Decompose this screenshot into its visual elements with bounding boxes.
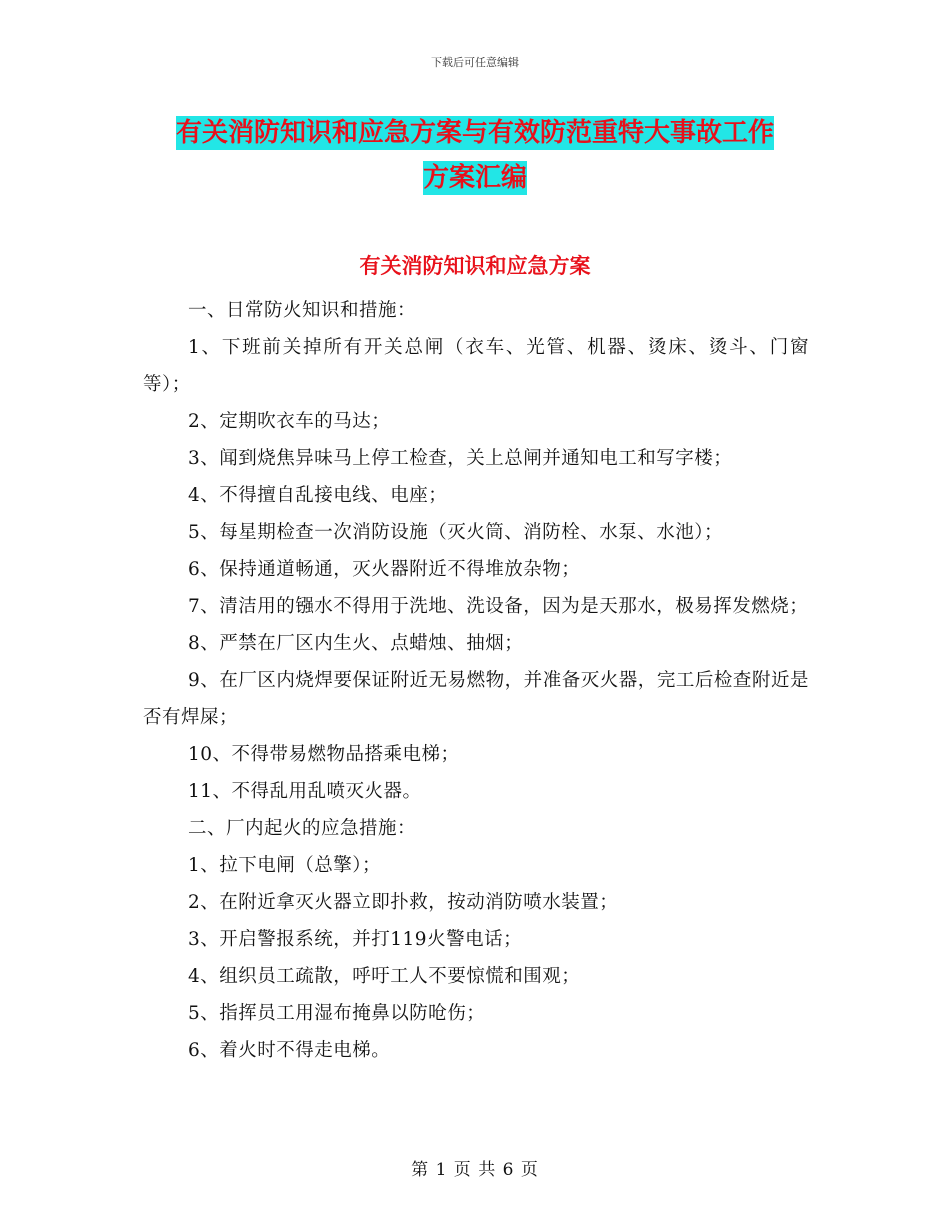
paragraph: 5、每星期检查一次消防设施（灭火筒、消防栓、水泵、水池）；: [188, 522, 724, 543]
paragraph: 2、定期吹衣车的马达；: [188, 411, 391, 432]
paragraph: 8、严禁在厂区内生火、点蜡烛、抽烟；: [188, 633, 524, 654]
paragraph: 2、在附近拿灭火器立即扑救，按动消防喷水装置；: [188, 892, 619, 913]
paragraph: 6、着火时不得走电梯。: [188, 1040, 391, 1061]
paragraph: 3、闻到烧焦异味马上停工检查，关上总闸并通知电工和写字楼；: [188, 448, 733, 469]
page-footer: 第 1 页 共 6 页: [411, 1160, 539, 1180]
paragraph: 3、开启警报系统，并打119火警电话；: [188, 929, 523, 950]
document-title-line-1-text: 有关消防知识和应急方案与有效防范重特大事故工作: [175, 118, 774, 148]
paragraph: 1、下班前关掉所有开关总闸（衣车、光管、机器、烫床、烫斗、门窗等）；: [143, 337, 809, 395]
paragraph: 10、不得带易燃物品搭乘电梯；: [188, 744, 460, 765]
paragraph: 5、指挥员工用湿布掩鼻以防呛伤；: [188, 1003, 486, 1024]
paragraph: 二、厂内起火的应急措施：: [188, 818, 417, 839]
paragraph: 一、日常防火知识和措施：: [188, 300, 417, 321]
document-body: [143, 292, 809, 1069]
paragraph: 1、拉下电闸（总擎）；: [188, 855, 382, 876]
paragraph: 4、组织员工疏散，呼吁工人不要惊慌和围观；: [188, 966, 581, 987]
paragraph: 4、不得擅自乱接电线、电座；: [188, 485, 448, 506]
paragraph: 9、在厂区内烧焊要保证附近无易燃物，并准备灭火器，完工后检查附近是否有焊屎；: [143, 670, 809, 728]
paragraph: 11、不得乱用乱喷灭火器。: [188, 781, 422, 802]
section-title: 有关消防知识和应急方案: [359, 254, 591, 278]
document-title-line-2: [0, 157, 950, 194]
document-title-line-2-text: 方案汇编: [422, 163, 527, 193]
document-title-line-1: [0, 112, 950, 149]
paragraph: 6、保持通道畅通，灭火器附近不得堆放杂物；: [188, 559, 581, 580]
paragraph: 7、清洁用的镪水不得用于洗地、洗设备，因为是天那水，极易挥发燃烧；: [188, 596, 809, 617]
page-header-note: 下载后可任意编辑: [431, 56, 519, 69]
